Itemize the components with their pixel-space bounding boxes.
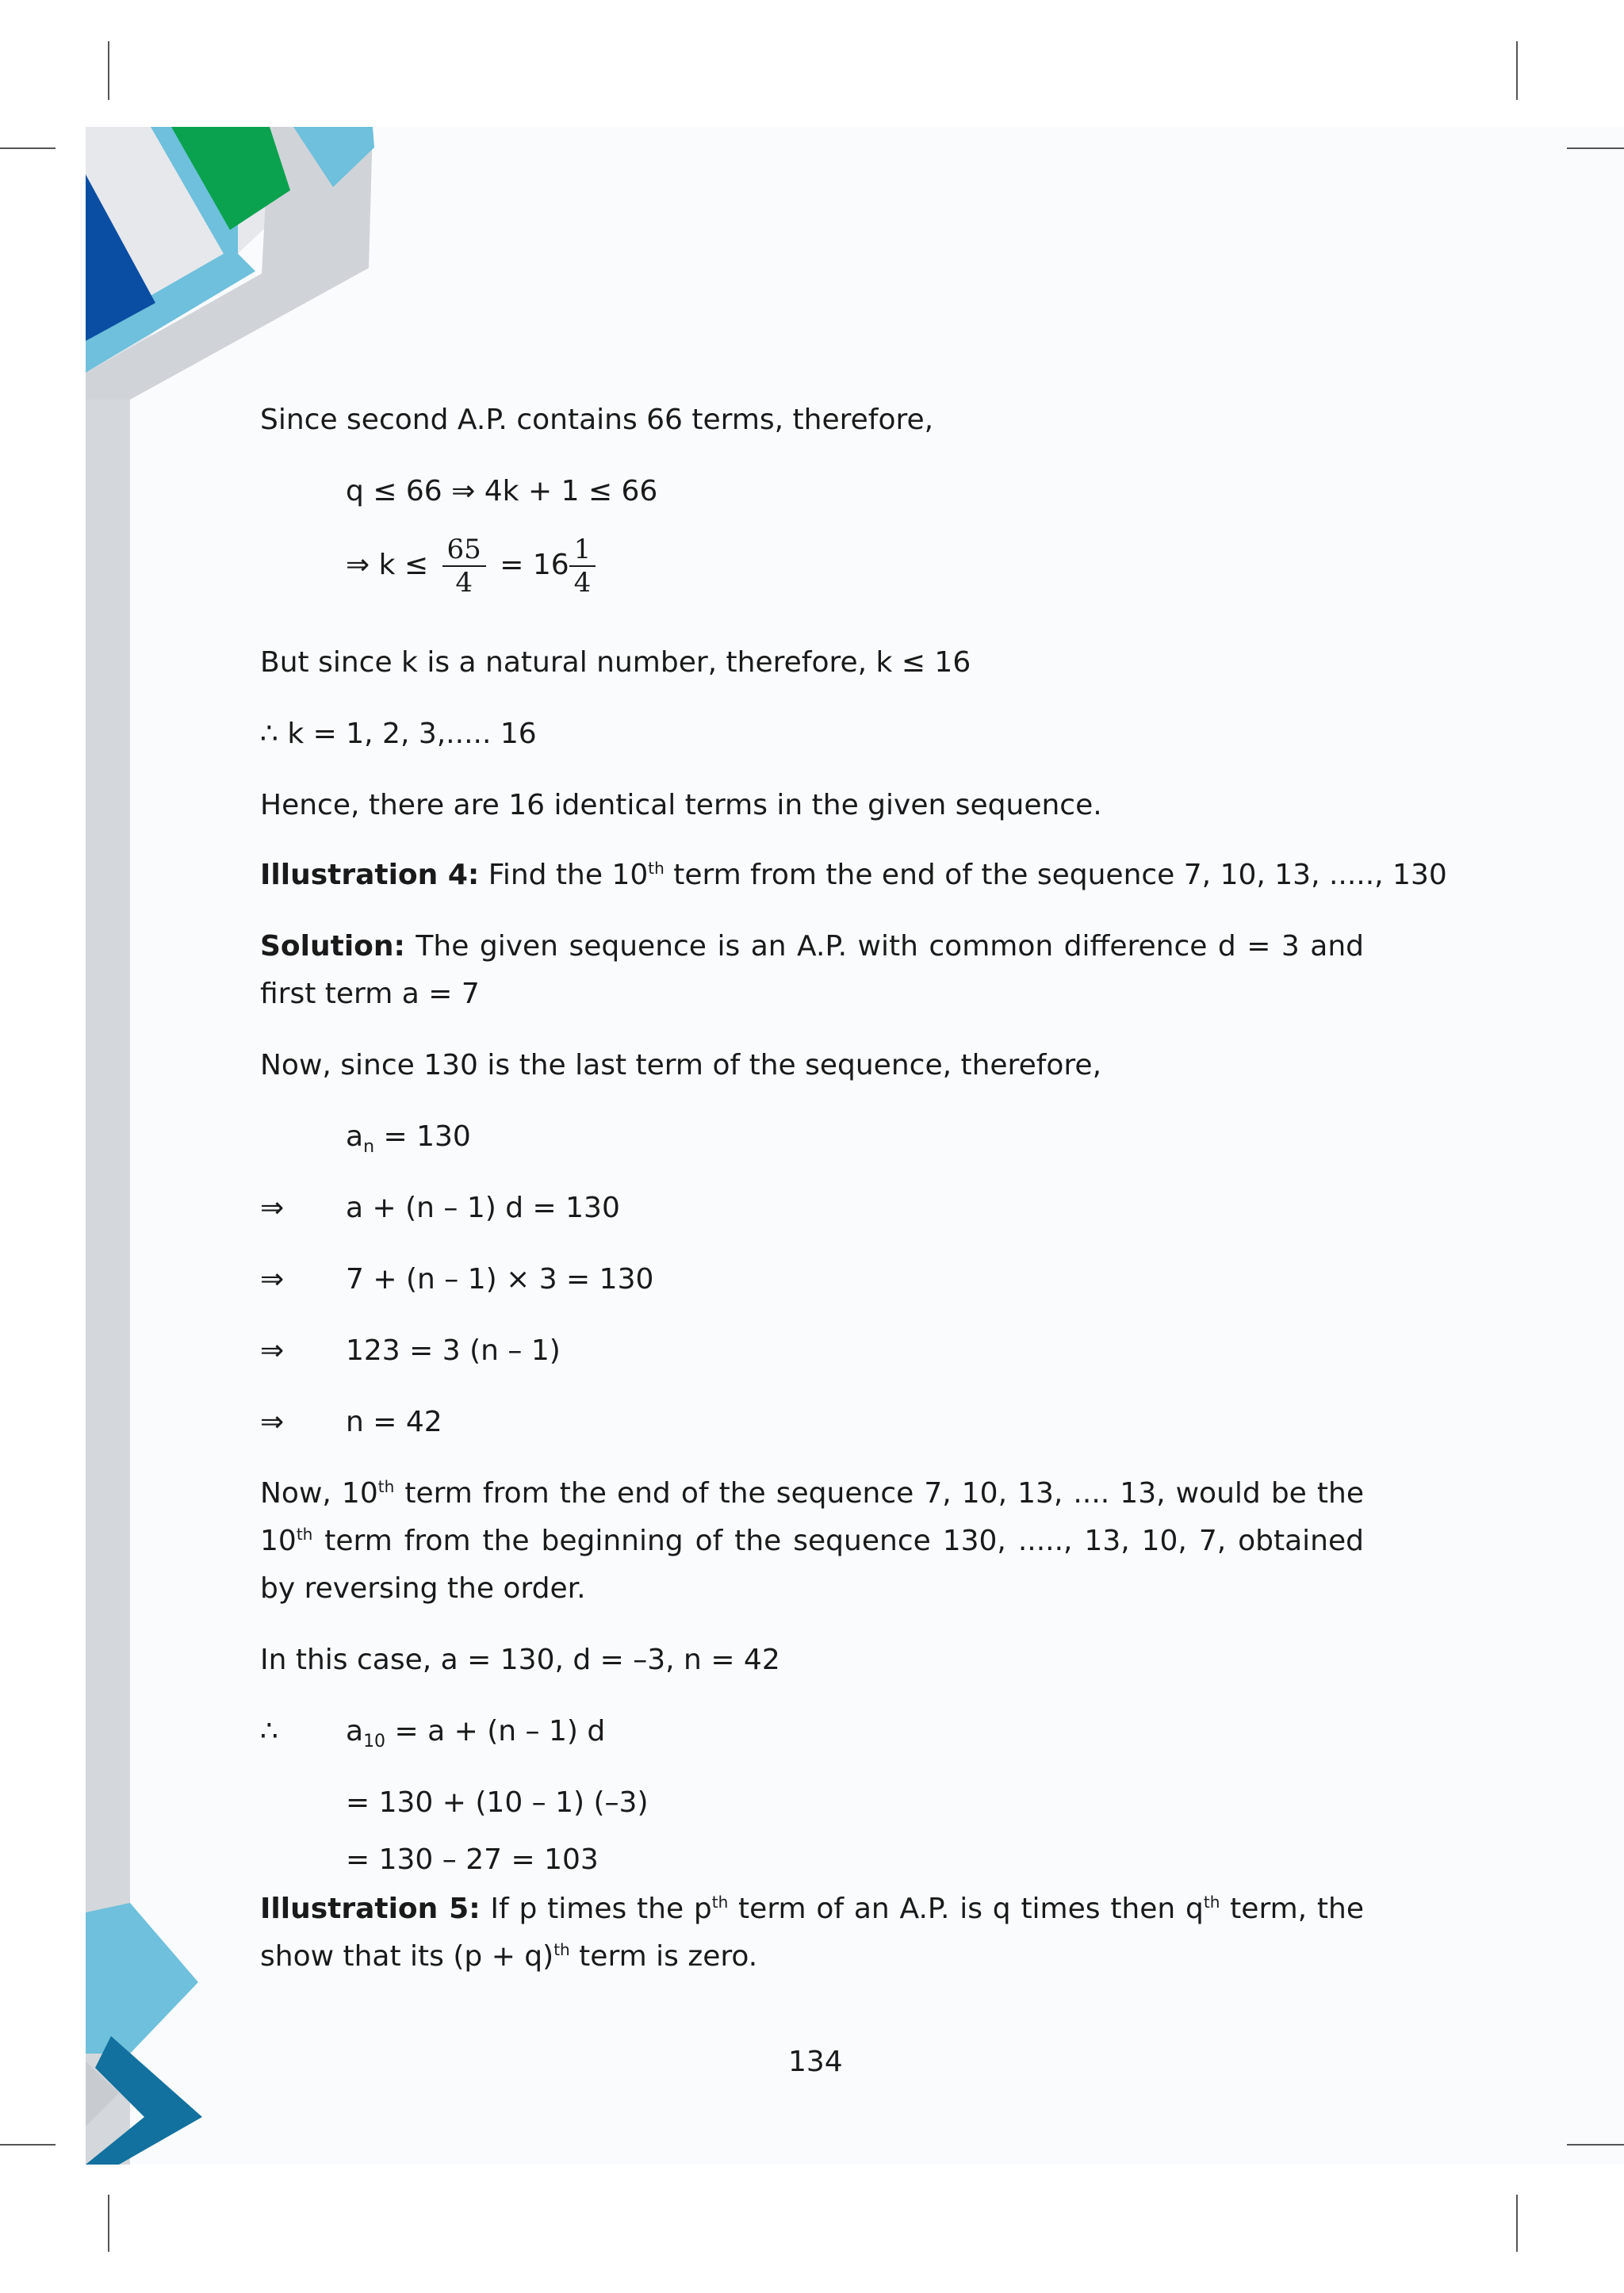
- paragraph-text: term from the beginning of the sequence 130, ....., 13, 10, 7, obtained by reversing the order.: [260, 1525, 1364, 1605]
- fraction-prefix: ⇒ k ≤: [346, 549, 429, 581]
- text-line: Now, since 130 is the last term of the sequence, therefore,: [260, 1049, 1102, 1081]
- implies-symbol: ⇒: [260, 1334, 285, 1367]
- paragraph-text: term from the end of the sequence 7, 10, 13, .... 13, would be the 10: [260, 1477, 1364, 1557]
- solution-text: The given sequence is an A.P. with common difference d = 3 and first term a = 7: [260, 930, 1364, 1010]
- fraction-numerator: 65: [442, 534, 486, 567]
- fraction-denominator: 4: [455, 567, 473, 599]
- solution-label: Solution:: [260, 930, 405, 963]
- illustration-4: [260, 852, 1447, 899]
- text-line: ∴ k = 1, 2, 3,..... 16: [260, 718, 537, 750]
- fraction: [442, 534, 486, 599]
- implies-symbol: ⇒: [260, 1192, 285, 1224]
- text-line: In this case, a = 130, d = –3, n = 42: [260, 1644, 780, 1676]
- implies-symbol: ⇒: [260, 1406, 285, 1438]
- illustration-text: term, the show that its (p + q): [260, 1893, 1364, 1973]
- illustration-text: term from the end of the sequence 7, 10, 13, ....., 130: [664, 859, 1447, 891]
- fraction-numerator: 1: [569, 534, 596, 567]
- fraction-line: [346, 530, 600, 601]
- illustration-label: Illustration 5:: [260, 1893, 481, 1925]
- illustration-text: If p times the p: [480, 1893, 712, 1925]
- superscript: th: [296, 1525, 313, 1544]
- solution-paragraph: [260, 923, 1364, 1018]
- implies-symbol: ⇒: [260, 1263, 285, 1296]
- step-line: a + (n – 1) d = 130: [346, 1192, 620, 1224]
- inequality-line: q ≤ 66 ⇒ 4k + 1 ≤ 66: [346, 475, 658, 507]
- a10-formula: = a + (n – 1) d: [385, 1715, 606, 1748]
- an-value: = 130: [374, 1120, 471, 1153]
- step-line: 7 + (n – 1) × 3 = 130: [346, 1263, 654, 1296]
- text-line: Hence, there are 16 identical terms in the given sequence.: [260, 789, 1102, 821]
- calc-line: = 130 – 27 = 103: [346, 1843, 599, 1876]
- a10-symbol: a: [346, 1715, 364, 1748]
- page-number: 134: [788, 2046, 843, 2078]
- illustration-text: Find the 10: [479, 859, 649, 891]
- fraction-denominator: 4: [573, 567, 592, 599]
- fraction-equals: = 16: [500, 549, 569, 581]
- superscript: th: [711, 1893, 729, 1912]
- step-line: 123 = 3 (n – 1): [346, 1334, 561, 1367]
- subscript: n: [363, 1137, 375, 1158]
- paragraph-text: Now, 10: [260, 1477, 378, 1510]
- explanation-paragraph: [260, 1470, 1364, 1613]
- therefore-symbol: ∴: [260, 1715, 278, 1748]
- superscript: th: [377, 1477, 395, 1496]
- step-line: n = 42: [346, 1406, 442, 1438]
- superscript: th: [1203, 1893, 1220, 1912]
- light-blue-diamond: [86, 1903, 198, 2054]
- illustration-text: term of an A.P. is q times then q: [728, 1893, 1204, 1925]
- illustration-text: term is zero.: [569, 1940, 758, 1973]
- an-equation: [346, 1113, 471, 1161]
- an-symbol: a: [346, 1120, 364, 1153]
- a10-equation: [346, 1708, 605, 1755]
- illustration-5: [260, 1885, 1364, 1981]
- text-line: Since second A.P. contains 66 terms, therefore,: [260, 404, 934, 436]
- superscript: th: [553, 1940, 570, 1959]
- mixed-fraction: [569, 534, 596, 599]
- calc-line: = 130 + (10 – 1) (–3): [346, 1786, 649, 1819]
- subscript: 10: [363, 1732, 386, 1752]
- left-gray-strip: [86, 373, 130, 2165]
- text-line: But since k is a natural number, therefore, k ≤ 16: [260, 646, 971, 679]
- superscript: th: [648, 859, 665, 878]
- illustration-label: Illustration 4:: [260, 859, 480, 891]
